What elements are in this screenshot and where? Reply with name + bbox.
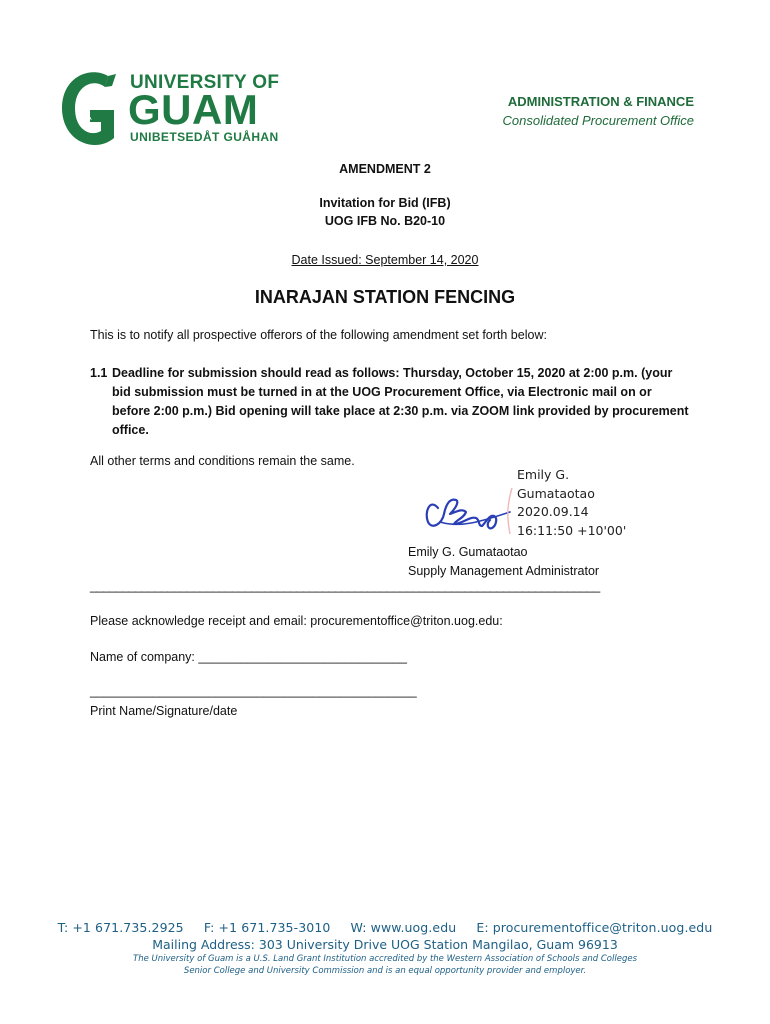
signer-name: Emily G. Gumataotao bbox=[408, 545, 528, 559]
stamp-line-2: Gumataotao bbox=[517, 485, 595, 501]
amendment-item bbox=[90, 364, 690, 440]
project-title: INARAJAN STATION FENCING bbox=[254, 287, 516, 307]
logo-university-text: UNIVERSITY OF bbox=[130, 72, 280, 93]
ifb-title: Invitation for Bid (IFB) bbox=[319, 196, 451, 210]
logo-chamorro-text: UNIBETSEDÅT GUÅHAN bbox=[130, 130, 279, 144]
footer-note-1: The University of Guam is a U.S. Land Grant Institution accredited by the Western Association of Schools and Colleges bbox=[133, 954, 637, 964]
footer-fax: F: +1 671.735-3010 bbox=[203, 920, 331, 935]
stamp-line-4: 16:11:50 +10'00' bbox=[517, 522, 627, 538]
digital-signature-stamp bbox=[517, 466, 626, 540]
footer-address: Mailing Address: 303 University Drive UOG Station Mangilao, Guam 96913 bbox=[152, 937, 618, 952]
ifb-number: UOG IFB No. B20-10 bbox=[324, 214, 446, 228]
acknowledge-instruction: Please acknowledge receipt and email: procurementoffice@triton.uog.edu: bbox=[90, 614, 503, 628]
item-number: 1.1 bbox=[90, 366, 108, 380]
signature-line: _______________________________________________ bbox=[90, 684, 417, 698]
logo-guam-text: GUAM bbox=[128, 86, 259, 133]
item-text: Deadline for submission should read as follows: Thursday, October 15, 2020 at 2:00 p.m. (your bid submission must be turned in at the UOG Procurement Office, via Electronic mail on or before 2:00 p.m.) Bid opening will take place at 2:30 p.m. via ZOOM link provided by procurement office. bbox=[112, 366, 689, 437]
footer-web: W: www.uog.edu bbox=[350, 920, 457, 935]
footer-phone: T: +1 671.735.2925 bbox=[57, 920, 184, 935]
signer-block bbox=[408, 543, 599, 581]
notify-paragraph: This is to notify all prospective offerors of the following amendment set forth below: bbox=[90, 328, 547, 342]
signer-title: Supply Management Administrator bbox=[408, 564, 600, 578]
office-name: Consolidated Procurement Office bbox=[502, 113, 694, 128]
footer-email: E: procurementoffice@triton.uog.edu bbox=[476, 920, 713, 935]
footer-contacts bbox=[0, 920, 770, 935]
footer-note-2: Senior College and University Commission and is an equal opportunity provider and employer. bbox=[183, 966, 587, 976]
uog-g-logo-icon bbox=[60, 70, 122, 146]
department-name: ADMINISTRATION & FINANCE bbox=[507, 94, 694, 109]
print-name-label: Print Name/Signature/date bbox=[90, 704, 238, 718]
company-name-field: Name of company: ______________________________ bbox=[90, 650, 407, 664]
separator-line: _______________________________________________________________________________ bbox=[90, 579, 600, 593]
amendment-heading: AMENDMENT 2 bbox=[339, 162, 431, 176]
stamp-line-3: 2020.09.14 bbox=[517, 504, 589, 519]
other-terms-paragraph: All other terms and conditions remain the same. bbox=[90, 454, 355, 468]
university-logo bbox=[60, 70, 280, 148]
date-issued: Date Issued: September 14, 2020 bbox=[291, 253, 479, 267]
department-header bbox=[503, 92, 694, 130]
handwritten-signature-icon bbox=[420, 478, 520, 538]
stamp-line-1: Emily G. bbox=[517, 467, 570, 482]
